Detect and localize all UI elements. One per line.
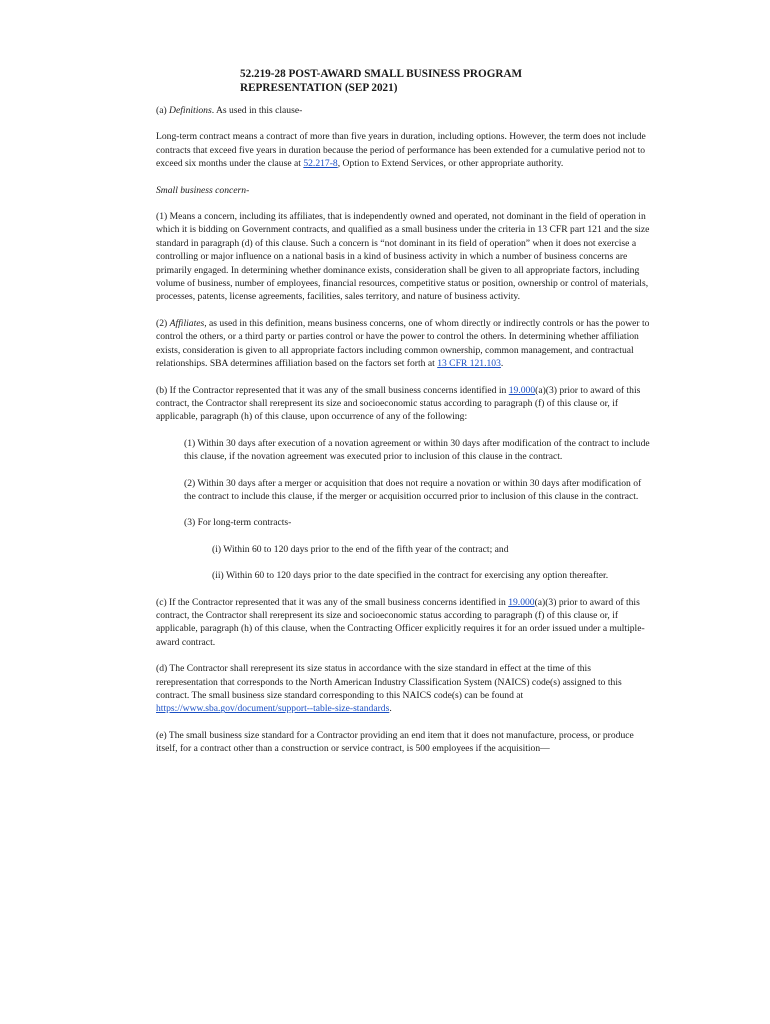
paragraph-e: (e) The small business size standard for a Contractor providing an end item that it does not manufacture, process, or produce itself, for a contract other than a construction or service contract, is 500 employees if the acquisition— [156,729,634,755]
link-52-217-8[interactable]: 52.217-8 [303,158,338,170]
paragraph-d [156,662,650,716]
paragraph-b-3-ii: (ii) Within 60 to 120 days prior to the date specified in the contract for exercising any option thereafter. [212,570,609,582]
paragraph-2 [156,317,650,371]
long-term-text: Long-term contract means a contract of more than five years in duration, including options. However, the term does not include contracts that exceed five years in duration because the period of performance has been extended for a cumulative period not to exceed six months under the clause at [156,131,646,170]
paragraph-d-text: (d) The Contractor shall rerepresent its size status in accordance with the size standard in effect at the time of this rerepresentation that corresponds to the North American Industry Classification System (NAICS) code(s) assigned to this contract. The small business size standard corresponding to this NAICS code(s) can be found at [156,663,622,701]
link-sba-size-standards[interactable]: https://www.sba.gov/document/support--table-size-standards [156,703,390,715]
paragraph-c-text-end: (a)(3) prior to award of this contract, the Contractor shall rerepresent its size and socioeconomic status according to paragraph (f) of this clause or, if applicable, paragraph (h) of this clause, when the Contracting Officer explicitly requires it for an order issued under a multiple-award contract. [156,596,645,648]
affiliates-term: Affiliates, [169,317,207,329]
clause-title [240,67,600,95]
paragraph-b-1: (1) Within 30 days after execution of a novation agreement or within 30 days after modification of the contract to include this clause, if the novation agreement was executed prior to inclusion of this clause in the contract. [184,437,650,463]
paragraph-c-text: (c) If the Contractor represented that it was any of the small business concerns identified in [156,596,509,608]
link-19-000[interactable]: 19.000 [508,384,536,396]
paragraph-b [156,384,650,424]
clause-title-line1: 52.219-28 POST-AWARD SMALL BUSINESS PROGRAM [240,68,523,80]
paragraph-a-prefix: (a) [156,105,170,116]
paragraph-c [156,596,650,650]
paragraph-d-end: . [389,703,392,715]
long-term-contract-definition [156,130,650,170]
paragraph-2-prefix: (2) [156,317,170,329]
paragraph-b-3-i: (i) Within 60 to 120 days prior to the end of the fifth year of the contract; and [212,543,509,555]
paragraph-b-3: (3) For long-term contracts- [184,517,292,529]
link-13-cfr-121-103[interactable]: 13 CFR 121.103 [437,358,501,370]
clause-title-line2: REPRESENTATION (SEP 2021) [240,82,398,94]
paragraph-2-text: as used in this definition, means business concerns, one of whom directly or indirectly controls or has the power to control the others, or a third party or parties control or have the power to control the others. In determining whether affiliation exists, consideration is given to all appropriate factors including common ownership, common management, and contractual relationships. SBA determines affiliation based on the factors set forth at [156,317,650,370]
paragraph-a-text: . As used in this clause- [211,105,303,116]
paragraph-a [156,104,650,117]
paragraph-b-2: (2) Within 30 days after a merger or acquisition that does not require a novation or within 30 days after modification of the contract to include this clause, if the merger or acquisition occurred prior to inclusion of this clause in the contract. [184,477,642,502]
long-term-text-end: , Option to Extend Services, or other appropriate authority. [337,158,564,170]
small-business-concern-heading [156,184,650,197]
paragraph-1: (1) Means a concern, including its affiliates, that is independently owned and operated, not dominant in the field of operation in which it is bidding on Government contracts, and qualified as a small business under the criteria in 13 CFR part 121 and the size standard in paragraph (d) of this clause. Such a concern is “not dominant in its field of operation” when it does not exercise a controlling or major influence on a national basis in a kind of business activity in which a number of business concerns are primarily engaged. In determining whether dominance exists, consideration shall be given to all appropriate factors, including volume of business, number of employees, financial resources, competitive status or position, ownership or control of materials, processes, patents, license agreements, facilities, sales territory, and nature of business activity. [156,211,650,303]
link-19-000-c[interactable]: 19.000 [508,596,535,608]
small-business-concern-term: Small business concern- [156,184,250,196]
definitions-term: Definitions [169,105,212,116]
paragraph-2-end: . [500,358,504,370]
paragraph-b-text-end: (a)(3) prior to award of this contract, the Contractor shall rerepresent its size and socioeconomic status according to paragraph (f) of this clause or, if applicable, paragraph (h) of this clause, upon occurrence of any of the following: [156,384,641,423]
paragraph-b-text: (b) If the Contractor represented that it was any of the small business concerns identified in [156,384,509,396]
